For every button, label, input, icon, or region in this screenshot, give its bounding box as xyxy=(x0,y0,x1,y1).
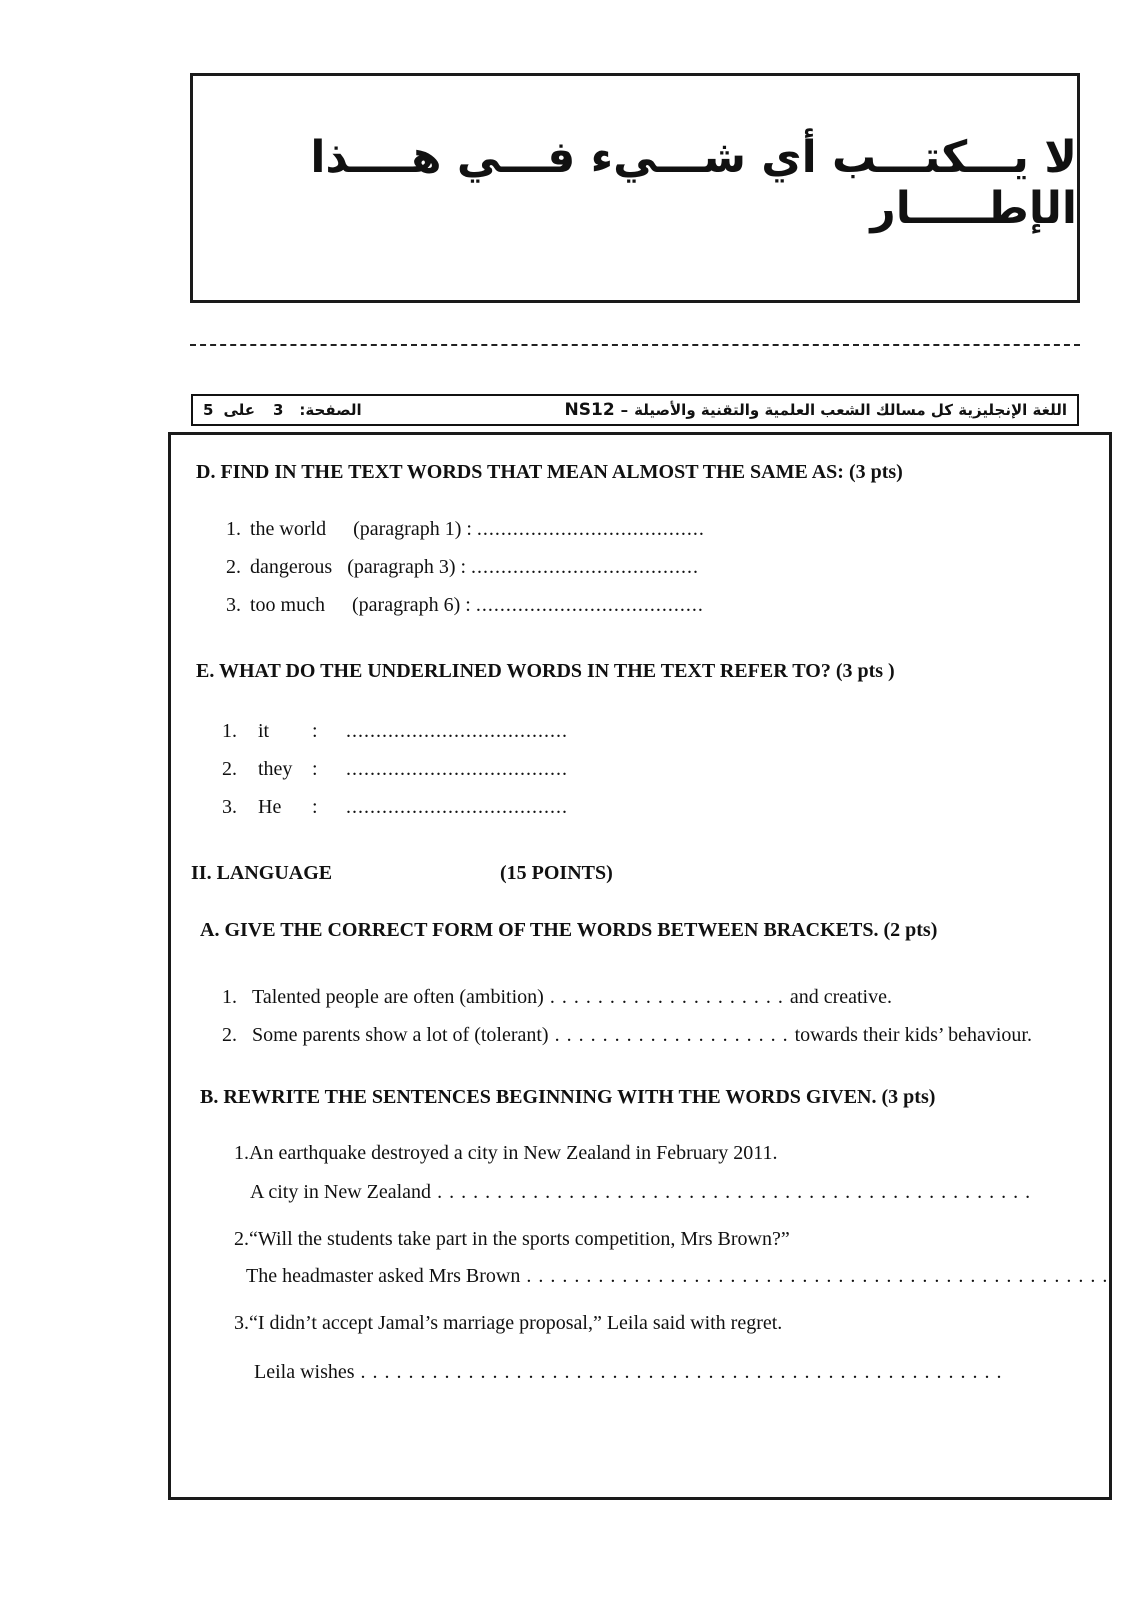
item-word: too much xyxy=(250,594,325,616)
do-not-write-text: لا يـــكتـــب أي شـــيء فـــي هــــذا الإطـــــار xyxy=(310,132,1077,234)
of-label: على xyxy=(223,401,255,419)
section-b-answer-1 xyxy=(250,1181,1031,1204)
page-total: 5 xyxy=(203,401,214,419)
answer-blank[interactable]: ...................................... xyxy=(471,556,700,578)
section-d-item-3 xyxy=(226,594,704,617)
item-word: it xyxy=(258,720,270,742)
item-number: 2. xyxy=(226,556,241,578)
item-number: 3. xyxy=(226,594,241,616)
item-number: 1. xyxy=(226,518,241,540)
section-b-sentence-1: 1.An earthquake destroyed a city in New Zealand in February 2011. xyxy=(234,1142,778,1164)
answer-start: Leila wishes xyxy=(254,1361,355,1383)
section-d-item-1 xyxy=(226,518,705,541)
item-text: Some parents show a lot of (tolerant) xyxy=(252,1024,549,1046)
answer-blank[interactable]: . . . . . . . . . . . . . . . . . . . . . . . . . . . . . . . . . . . . . . . . . . . . . . . . . . xyxy=(431,1181,1032,1203)
answer-blank[interactable]: . . . . . . . . . . . . . . . . . . . . xyxy=(543,986,790,1008)
page-label: الصفحة: xyxy=(299,401,362,419)
item-word: He xyxy=(258,796,282,818)
section-e-item-2 xyxy=(222,758,568,781)
answer-start: A city in New Zealand xyxy=(250,1181,432,1203)
language-title: II. LANGUAGE xyxy=(191,862,333,884)
section-a-title: A. GIVE THE CORRECT FORM OF THE WORDS BETWEEN BRACKETS. (2 pts) xyxy=(200,919,938,941)
subject-title: اللغة الإنجليزية كل مسالك الشعب العلمية والتقنية والأصيلة xyxy=(634,401,1067,419)
answer-blank[interactable]: ..................................... xyxy=(346,796,568,818)
cut-line xyxy=(190,344,1080,346)
answer-start: The headmaster asked Mrs Brown xyxy=(246,1265,521,1287)
item-colon: : xyxy=(312,758,318,780)
item-text: Talented people are often (ambition) xyxy=(252,986,544,1008)
section-d-item-2 xyxy=(226,556,699,579)
item-text-after: and creative. xyxy=(789,986,892,1008)
answer-blank[interactable]: ...................................... xyxy=(476,518,705,540)
item-word: dangerous xyxy=(250,556,333,578)
language-points: (15 POINTS) xyxy=(500,862,613,884)
section-e-item-1 xyxy=(222,720,568,743)
exam-subject xyxy=(565,400,1067,420)
item-text-after: towards their kids’ behaviour. xyxy=(794,1024,1032,1046)
item-ref: (paragraph 3) : xyxy=(347,556,467,578)
section-b-title: B. REWRITE THE SENTENCES BEGINNING WITH THE WORDS GIVEN. (3 pts) xyxy=(200,1086,936,1108)
item-colon: : xyxy=(312,720,318,742)
item-word: the world xyxy=(250,518,327,540)
section-b-sentence-2: 2.“Will the students take part in the sports competition, Mrs Brown?” xyxy=(234,1228,790,1250)
section-a-item-2 xyxy=(222,1024,1032,1047)
section-b-answer-3 xyxy=(254,1361,1003,1384)
answer-blank[interactable]: ...................................... xyxy=(475,594,704,616)
item-number: 2. xyxy=(222,758,237,780)
do-not-write-box xyxy=(190,73,1080,303)
section-a-item-1 xyxy=(222,986,892,1009)
item-ref: (paragraph 6) : xyxy=(352,594,471,616)
answer-blank[interactable]: ..................................... xyxy=(346,758,568,780)
page-header xyxy=(191,394,1079,426)
section-e-title: E. WHAT DO THE UNDERLINED WORDS IN THE TEXT REFER TO? (3 pts ) xyxy=(196,660,895,682)
page-number: 3 xyxy=(272,401,284,419)
page-indicator xyxy=(203,401,362,419)
item-number: 1. xyxy=(222,720,237,742)
answer-blank[interactable]: . . . . . . . . . . . . . . . . . . . . xyxy=(548,1024,795,1046)
section-e-item-3 xyxy=(222,796,568,819)
answer-blank[interactable]: . . . . . . . . . . . . . . . . . . . . . . . . . . . . . . . . . . . . . . . . . . . . . . . . . . . . . . xyxy=(354,1361,1003,1383)
header-dash: – xyxy=(620,401,629,419)
exam-code: NS12 xyxy=(564,400,615,420)
item-colon: : xyxy=(312,796,318,818)
section-d-title: D. FIND IN THE TEXT WORDS THAT MEAN ALMOST THE SAME AS: (3 pts) xyxy=(196,461,903,483)
item-number: 1. xyxy=(222,986,237,1008)
answer-blank[interactable]: ..................................... xyxy=(346,720,568,742)
item-number: 2. xyxy=(222,1024,237,1046)
answer-blank[interactable]: . . . . . . . . . . . . . . . . . . . . . . . . . . . . . . . . . . . . . . . . . . . . . . . . . xyxy=(520,1265,1109,1287)
exam-content-box xyxy=(168,432,1112,1500)
item-number: 3. xyxy=(222,796,237,818)
section-b-answer-2 xyxy=(246,1265,1108,1288)
item-ref: (paragraph 1) : xyxy=(353,518,472,540)
item-word: they xyxy=(258,758,293,780)
section-b-sentence-3: 3.“I didn’t accept Jamal’s marriage proposal,” Leila said with regret. xyxy=(234,1312,783,1334)
